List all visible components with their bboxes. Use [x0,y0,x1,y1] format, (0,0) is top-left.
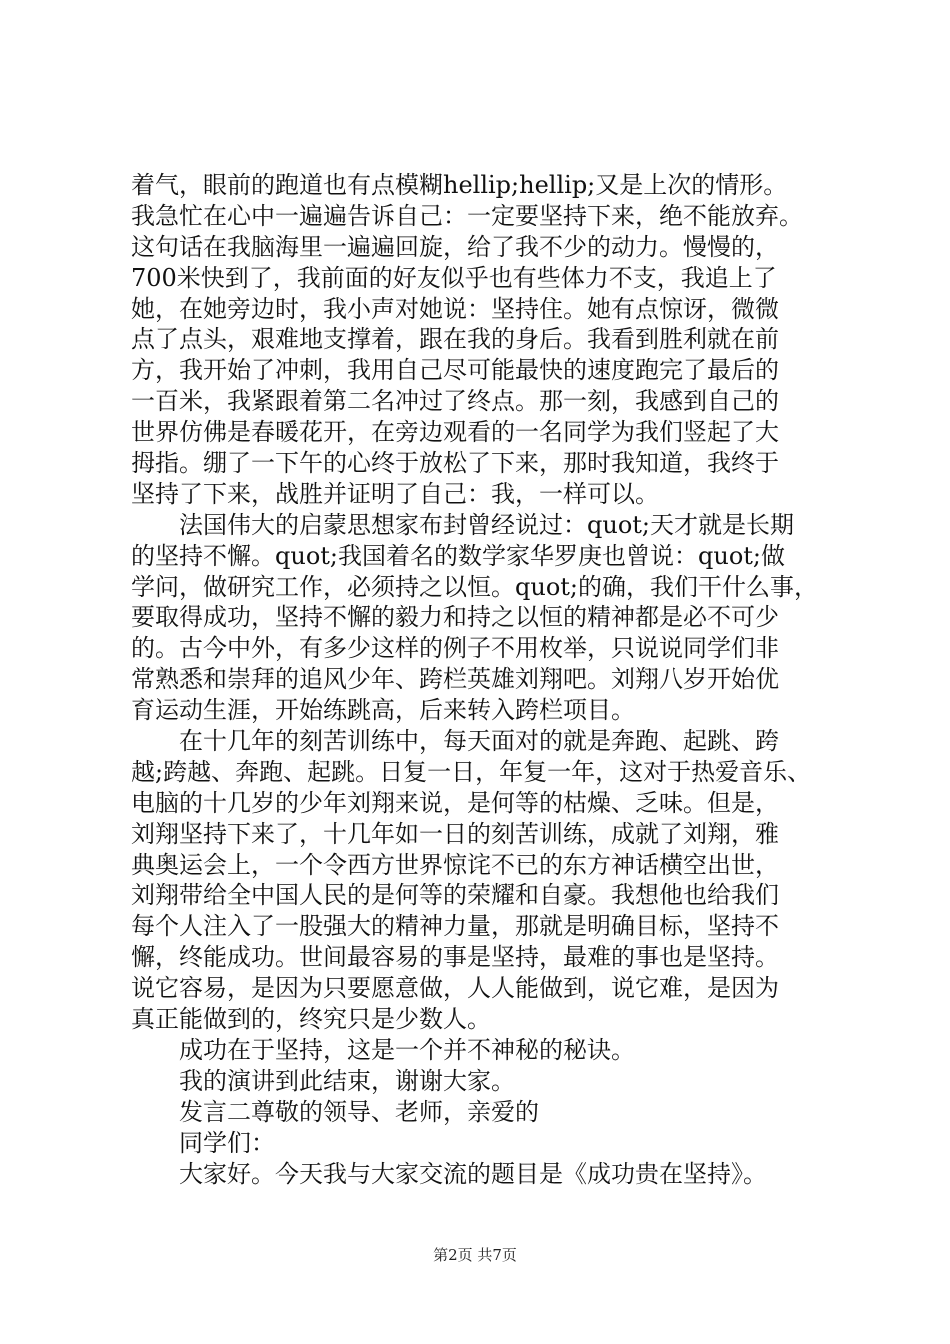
text-line: 我的演讲到此结束，谢谢大家。 [179,1066,515,1095]
text-line: 刘翔带给全中国人民的是何等的荣耀和自豪。我想他也给我们 [131,881,779,910]
text-line: 在十几年的刻苦训练中，每天面对的就是奔跑、起跳、跨 [179,727,779,756]
text-line: 700米快到了，我前面的好友似乎也有些体力不支，我追上了 [131,263,777,292]
text-line: 说它容易，是因为只要愿意做，人人能做到，说它难，是因为 [131,974,779,1003]
text-line: 我急忙在心中一遍遍告诉自己：一定要坚持下来，绝不能放弃。 [131,201,803,230]
text-line: 这句话在我脑海里一遍遍回旋，给了我不少的动力。慢慢的， [131,232,779,261]
text-line: 典奥运会上，一个令西方世界惊诧不已的东方神话横空出世， [131,850,779,879]
text-line: 的。古今中外，有多少这样的例子不用枚举，只说说同学们非 [131,634,779,663]
text-line: 世界仿佛是春暖花开，在旁边观看的一名同学为我们竖起了大 [131,418,779,447]
text-line: 大家好。今天我与大家交流的题目是《成功贵在坚持》。 [179,1159,767,1188]
text-line: 育运动生涯，开始练跳高，后来转入跨栏项目。 [131,696,635,725]
text-line: 越;跨越、奔跑、起跳。日复一日，年复一年，这对于热爱音乐、 [131,757,812,786]
text-line: 她，在她旁边时，我小声对她说：坚持住。她有点惊讶，微微 [131,294,779,323]
text-line: 刘翔坚持下来了，十几年如一日的刻苦训练，成就了刘翔，雅 [131,819,779,848]
text-line: 学问，做研究工作，必须持之以恒。quot;的确，我们干什么事， [131,572,818,601]
text-line: 成功在于坚持，这是一个并不神秘的秘诀。 [179,1035,635,1064]
text-line: 着气，眼前的跑道也有点模糊hellip;hellip;又是上次的情形。 [131,171,788,199]
text-line: 真正能做到的，终究只是少数人。 [131,1005,491,1034]
text-line: 要取得成功，坚持不懈的毅力和持之以恒的精神都是必不可少 [131,603,779,632]
text-line: 懈，终能成功。世间最容易的事是坚持，最难的事也是坚持。 [131,943,779,972]
text-line: 发言二尊敬的领导、老师，亲爱的 [179,1097,539,1126]
text-line: 点了点头，艰难地支撑着，跟在我的身后。我看到胜利就在前 [131,325,779,354]
text-line: 电脑的十几岁的少年刘翔来说，是何等的枯燥、乏味。但是， [131,788,779,817]
text-line: 同学们： [179,1128,275,1157]
text-line: 常熟悉和崇拜的追风少年、跨栏英雄刘翔吧。刘翔八岁开始优 [131,665,779,694]
text-line: 方，我开始了冲刺，我用自己尽可能最快的速度跑完了最后的 [131,356,779,385]
text-line: 每个人注入了一股强大的精神力量，那就是明确目标，坚持不 [131,912,779,941]
text-line: 坚持了下来，战胜并证明了自己：我，一样可以。 [131,479,659,508]
page-footer: 第2页 共7页 [433,1246,517,1264]
text-line: 拇指。绷了一下午的心终于放松了下来，那时我知道，我终于 [131,449,779,478]
text-line: 一百米，我紧跟着第二名冲过了终点。那一刻，我感到自己的 [131,387,779,416]
text-line: 法国伟大的启蒙思想家布封曾经说过：quot;天才就是长期 [179,510,794,539]
text-line: 的坚持不懈。quot;我国着名的数学家华罗庚也曾说：quot;做 [131,541,785,570]
body-text [131,170,831,1189]
